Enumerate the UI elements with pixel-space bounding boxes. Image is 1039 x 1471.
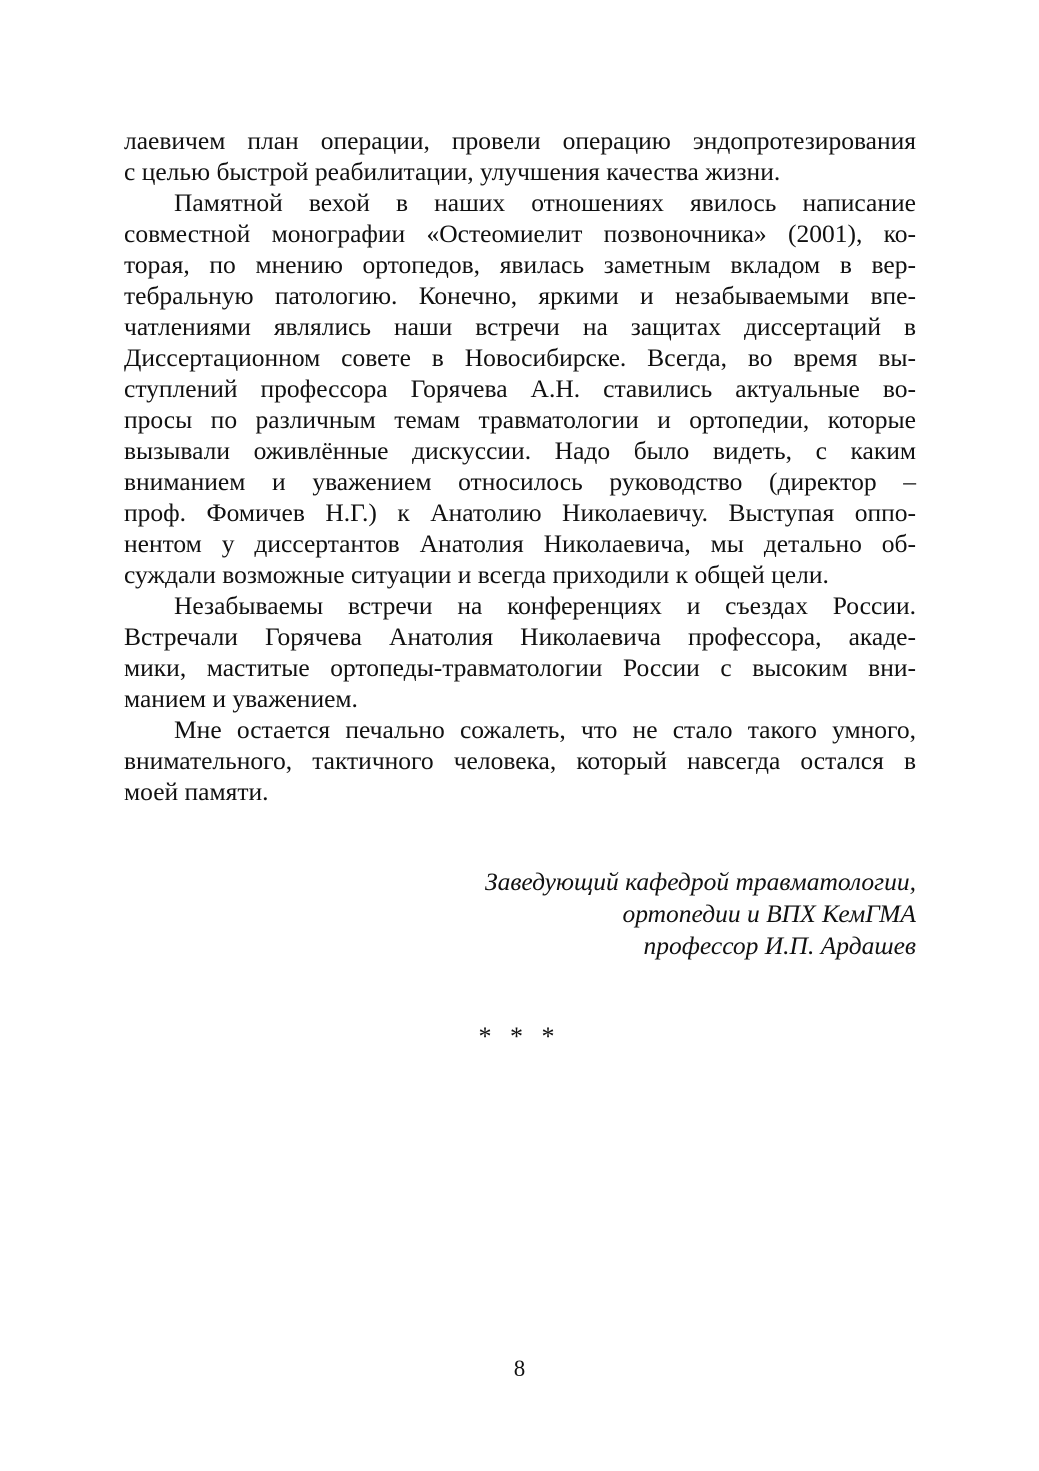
- text-line: вниманием и уважением относилось руководство (директор –: [124, 467, 916, 496]
- text-line: торая, по мнению ортопедов, явилась заметным вкладом в вер-: [124, 250, 916, 279]
- text-line: Памятной вехой в наших отношениях явилось написание: [174, 188, 916, 217]
- text-line: внимательного, тактичного человека, который навсегда остался в: [124, 746, 916, 775]
- signature-line: профессор И.П. Ардашев: [643, 931, 916, 960]
- signature-line: Заведующий кафедрой травматологии,: [484, 867, 916, 896]
- text-line: чатлениями являлись наши встречи на защитах диссертаций в: [124, 312, 916, 341]
- text-line: Диссертационном совете в Новосибирске. Всегда, во время вы-: [124, 343, 916, 372]
- text-line: проф. Фомичев Н.Г.) к Анатолию Николаевичу. Выступая оппо-: [124, 498, 916, 527]
- text-line: лаевичем план операции, провели операцию эндопротезирования: [124, 126, 916, 155]
- text-line: моей памяти.: [124, 777, 269, 806]
- text-line: манием и уважением.: [124, 684, 358, 713]
- body-text: [124, 125, 916, 807]
- text-line: с целью быстрой реабилитации, улучшения качества жизни.: [124, 157, 781, 186]
- signature-block: [380, 866, 916, 962]
- text-line: Мне остается печально сожалеть, что не стало такого умного,: [174, 715, 916, 744]
- text-line: мики, маститые ортопеды-травматологии России с высоким вни-: [124, 653, 916, 682]
- text-line: Незабываемы встречи на конференциях и съездах России.: [174, 591, 916, 620]
- section-separator: * * *: [478, 1022, 561, 1051]
- text-line: нентом у диссертантов Анатолия Николаевича, мы детально об-: [124, 529, 916, 558]
- text-line: вызывали оживлённые дискуссии. Надо было видеть, с каким: [124, 436, 916, 465]
- text-line: совместной монографии «Остеомиелит позвоночника» (2001), ко-: [124, 219, 916, 248]
- page-number: 8: [513, 1356, 526, 1381]
- text-line: Встречали Горячева Анатолия Николаевича профессора, акаде-: [124, 622, 916, 651]
- text-line: ступлений профессора Горячева А.Н. ставились актуальные во-: [124, 374, 916, 403]
- text-line: тебральную патологию. Конечно, яркими и незабываемыми впе-: [124, 281, 916, 310]
- text-line: суждали возможные ситуации и всегда приходили к общей цели.: [124, 560, 829, 589]
- text-line: просы по различным темам травматологии и ортопедии, которые: [124, 405, 916, 434]
- signature-line: ортопедии и ВПХ КемГМА: [622, 899, 916, 928]
